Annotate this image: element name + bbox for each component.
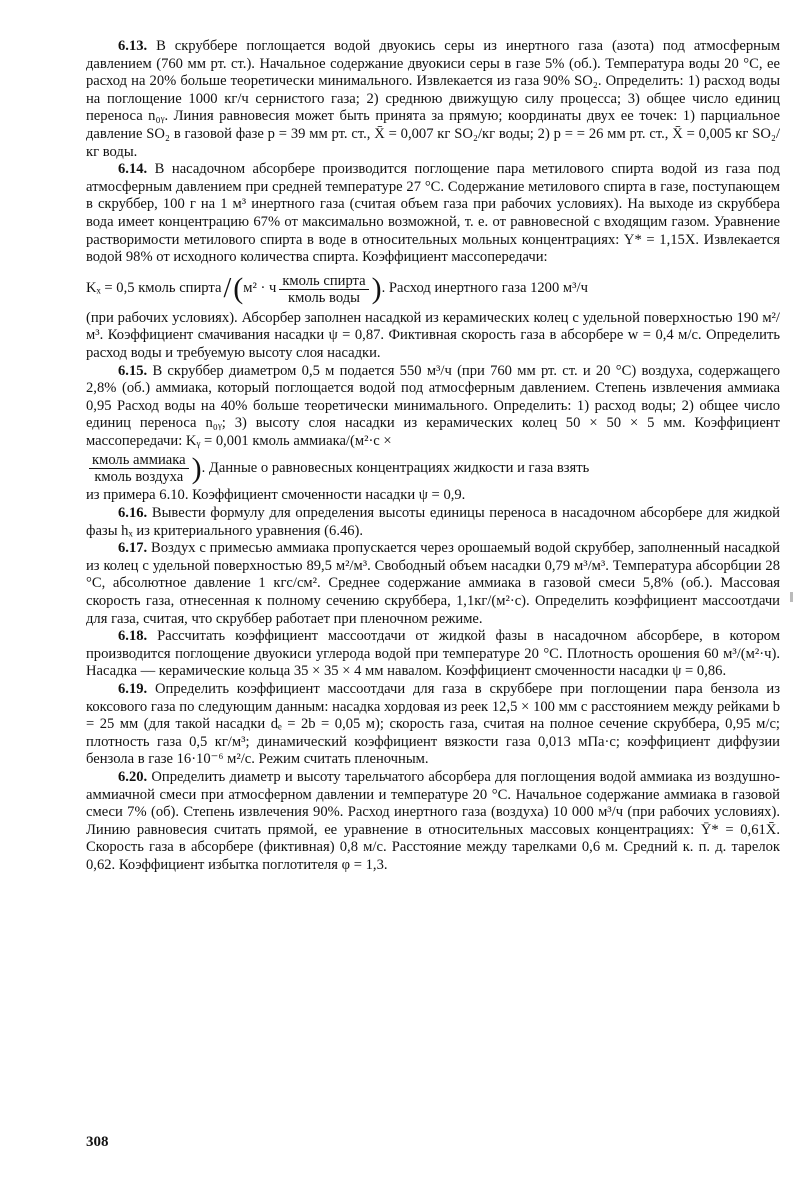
problem-text: из примера 6.10. Коэффициент смоченности насадки ψ = 0,9.	[86, 487, 466, 504]
problem-text: Воздух с примесью аммиака пропускается через орошаемый водой скруббер, заполненный насадкой из колец с удельной поверхностью 89,5 м²/м³. Свободный объем насадки 0,79 м³/м³. Температура абсорбции 28 °С, абсолютное давление 1 кгс/см². Среднее содержание аммиака в газовой смеси 5,8% (об.). Массовая скорость газа, отнесенная к полному сечению скруббера, 1,1кг/(м²·с). Определить коэффициент массоотдачи для газа, считая, что скруббер работает при пленочном режиме.	[86, 540, 780, 627]
problem-text: В скруббере поглощается водой двуокись серы из инертного газа (азота) под атмосферным давлением (760 мм рт. ст.). Начальное содержание двуокиси серы в газе 5% (об.). Температура воды 20 °С, ее расход на 20% больше теоретически минимального. Извлекается из газа 90% SO₂. Определить: 1) расход воды на поглощение 1000 кг/ч сернистого газа; 2) среднюю движущую силу процесса; 3) общее число единиц переноса n₀ᵧ. Линия равновесия может быть принята за прямую; координаты двух ее точек: 1) парциальное давление SO₂ в газовой фазе p = 39 мм рт. ст., X̄ = 0,007 кг SO₂/кг воды; 2) p = = 26 мм рт. ст., X̄ = 0,005 кг SO₂/кг воды.	[86, 38, 780, 160]
formula-fraction	[279, 273, 368, 306]
problem-text: Рассчитать коэффициент массоотдачи от жидкой фазы в насадочном абсорбере, в котором производится поглощение двуокиси углерода водой при температуре 20 °С. Плотность орошения 60 м³/(м²·ч). Насадка — керамические кольца 35 × 35 × 4 мм навалом. Коэффициент смоченности насадки ψ = 0,86.	[86, 628, 780, 680]
problem-6-15	[86, 363, 780, 451]
fraction-numerator: кмоль аммиака	[89, 452, 189, 469]
formula-fraction	[89, 452, 189, 485]
problem-6-14	[86, 161, 780, 267]
problem-6-18	[86, 628, 780, 681]
problem-number: 6.14.	[118, 161, 148, 178]
problem-text: В скруббер диаметром 0,5 м подается 550 м³/ч (при 760 мм рт. ст. и 20 °С) воздуха, содержащего 2,8% (об.) аммиака, который поглощается водой под атмосферным давлением. Степень извлечения аммиака 0,95 Расход воды на 40% больше теоретически минимального. Определить: 1) расход воды; 2) общее число единиц переноса n₀ᵧ; 3) высоту слоя насадки из керамических колец 50 × 50 × 5 мм. Коэффициент массопередачи: Kᵧ = 0,001 кмоль аммиака/(м²·с ×	[86, 362, 780, 449]
page-body	[86, 38, 780, 875]
formula-unit: м² · ч	[243, 280, 277, 297]
problem-number: 6.19.	[118, 681, 148, 697]
page-number: 308	[86, 1134, 109, 1150]
problem-number: 6.18.	[118, 628, 148, 645]
formula-rhs: . Данные о равновесных концентрациях жидкости и газа взять	[201, 460, 590, 477]
problem-6-16	[86, 505, 780, 540]
problem-6-13	[86, 38, 780, 161]
problem-number: 6.16.	[118, 505, 148, 522]
problem-number: 6.20.	[118, 768, 148, 785]
problem-text: (при рабочих условиях). Абсорбер заполнен насадкой из керамических колец с удельной поверхностью 190 м²/м³. Коэффициент смачивания насадки ψ = 0,87. Фиктивная скорость газа в абсорбере w = 0,4 м/с. Определить расход воды и требуемую высоту слоя насадки.	[86, 309, 780, 361]
formula-rhs: . Расход инертного газа 1200 м³/ч	[381, 280, 588, 297]
problem-6-14-continued	[86, 310, 780, 363]
fraction-denominator: кмоль воздуха	[94, 469, 184, 486]
open-paren: (	[233, 272, 244, 306]
problem-6-19	[86, 681, 780, 769]
problem-6-20	[86, 769, 780, 875]
fraction-denominator: кмоль воды	[288, 289, 360, 306]
margin-mark	[790, 592, 793, 602]
fraction-numerator: кмоль спирта	[279, 273, 368, 290]
problem-text: Определить диаметр и высоту тарельчатого абсорбера для поглощения водой аммиака из воздушно-аммиачной смеси при атмосферном давлении и температуре 20 °С. Начальное содержание аммиака в газовой смеси 7% (об). Степень извлечения 90%. Расход инертного газа (воздуха) 10 000 м³/ч (при рабочих условиях). Линию равновесия считать прямой, ее уравнение в относительных массовых концентрациях: Ȳ* = 0,61X̄. Скорость газа в абсорбере (фиктивная) 0,8 м/с. Расстояние между тарелками 0,6 м. Средний к. п. д. тарелок 0,62. Коэффициент избытка поглотителя φ = 1,3.	[86, 768, 780, 873]
problem-number: 6.17.	[118, 540, 148, 557]
slash-symbol: /	[223, 273, 232, 305]
problem-6-17	[86, 540, 780, 628]
formula-lhs: Kₓ = 0,5 кмоль спирта	[86, 280, 222, 297]
problem-text: Определить коэффициент массоотдачи для газа в скруббере при поглощении пара бензола из коксового газа по следующим данным: насадка хордовая из реек 12,5 × 100 мм с расстоянием между рейками b = 25 мм (для такой насадки dₑ = 2b = 0,05 м); скорость газа, считая на полное сечение скруббера, 0,95 м/с; плотность газа 0,5 кг/м³; динамический коэффициент вязкости газа 0,013 мПа·с; коэффициент диффузии бензола в газе 16·10⁻⁶ м²/с. Режим считать пленочным.	[86, 681, 780, 768]
problem-number: 6.15.	[118, 362, 148, 379]
problem-text: В насадочном абсорбере производится поглощение пара метилового спирта водой из газа под атмосферным давлением при средней температуре 27 °С. Содержание метилового спирта в газе, поступающем в скруббер, 100 г на 1 м³ инертного газа (считая объем газа при рабочих условиях). На выходе из скруббера вода имеет концентрацию 67% от максимально возможной, т. е. от равновесной с входящим газом. Уравнение растворимости метилового спирта в воде в относительных мольных концентрациях: Y* = 1,15X. Извлекается водой 98% от исходного количества спирта. Коэффициент массопередачи:	[86, 161, 780, 266]
problem-6-15-continued	[86, 487, 780, 505]
problem-text: Вывести формулу для определения высоты единицы переноса в насадочном абсорбере для жидкой фазы hₓ из критериального уравнения (6.46).	[86, 505, 780, 539]
mass-transfer-formula	[86, 273, 780, 306]
close-paren: )	[371, 272, 382, 306]
close-paren: )	[191, 451, 202, 485]
ammonia-unit-formula	[86, 452, 780, 485]
problem-number: 6.13.	[118, 38, 148, 54]
